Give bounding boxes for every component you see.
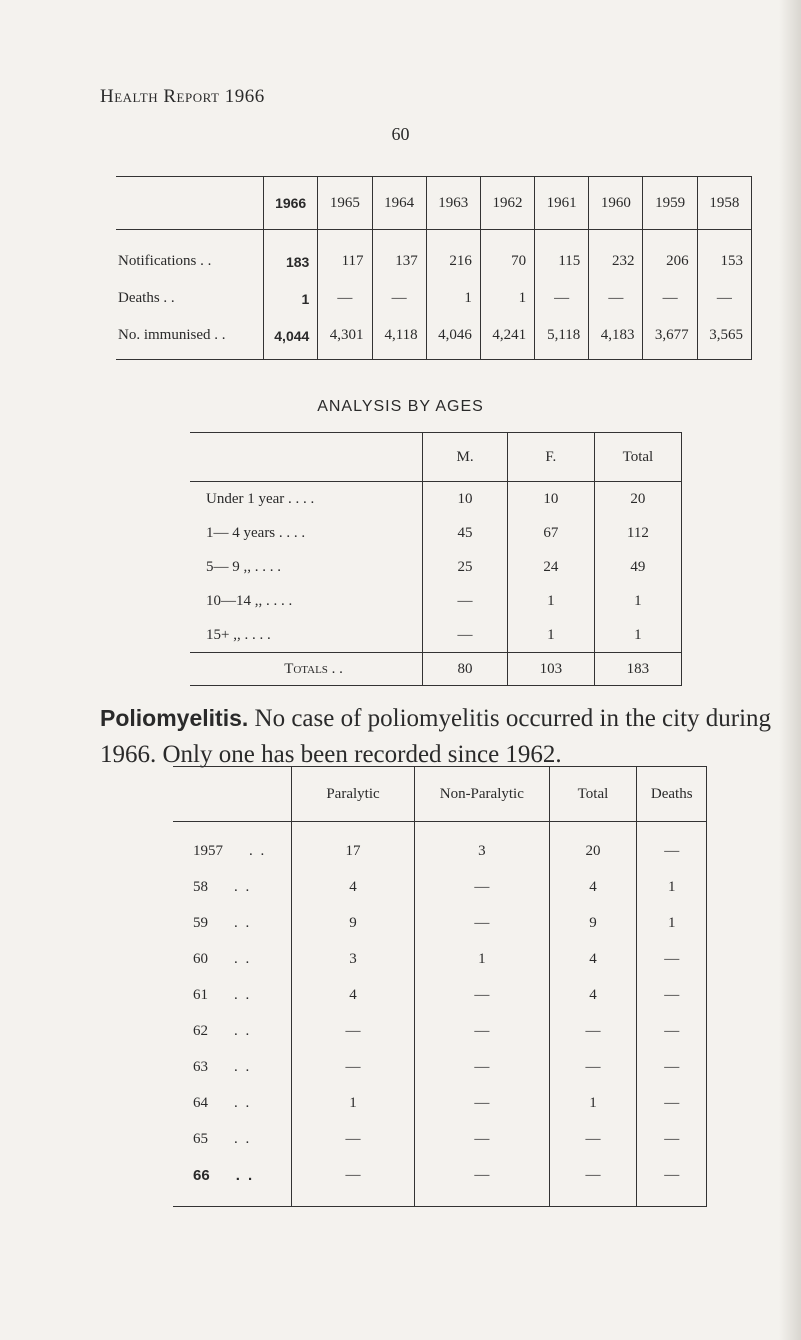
row-year	[173, 1013, 291, 1049]
cell: 1	[507, 584, 594, 618]
cell: —	[549, 1121, 637, 1157]
cell: 4	[291, 977, 414, 1013]
cell: —	[549, 1157, 637, 1207]
table-row	[173, 1121, 707, 1157]
cell: —	[643, 280, 697, 317]
header-male: M.	[423, 433, 508, 482]
cell: —	[549, 1049, 637, 1085]
header-blank	[116, 177, 264, 230]
table-header-row	[173, 767, 707, 822]
totals-label: Totals . .	[190, 653, 423, 686]
cell: —	[589, 280, 643, 317]
cell: —	[415, 1013, 549, 1049]
cell: 1	[480, 280, 534, 317]
header-total: Total	[549, 767, 637, 822]
header-blank	[173, 767, 291, 822]
paragraph-text: No case of poliomyelitis occurred in the city during 1966. Only one has been recorded since 1962.	[100, 705, 772, 768]
year-label: 1957	[193, 842, 223, 859]
header-year: 1966	[264, 177, 318, 230]
cell: 112	[594, 516, 681, 550]
table-row	[173, 905, 707, 941]
leader-dots: . .	[234, 914, 252, 931]
header-female: F.	[507, 433, 594, 482]
header-year: 1959	[643, 177, 697, 230]
cell: —	[415, 1049, 549, 1085]
table-row	[173, 1085, 707, 1121]
cell: —	[697, 280, 751, 317]
year-label: 60	[193, 950, 208, 967]
leader-dots: . .	[249, 842, 267, 859]
cell: 4,044	[264, 317, 318, 360]
cell: 9	[291, 905, 414, 941]
year-label: 66	[193, 1166, 210, 1184]
cell: —	[291, 1157, 414, 1207]
row-label: 1— 4 years . . . .	[206, 524, 306, 541]
totals-row	[190, 653, 682, 686]
running-head: Health Report 1966	[100, 86, 265, 107]
cell: —	[318, 280, 372, 317]
leader-dots: . .	[234, 878, 252, 895]
year-label: 59	[193, 914, 208, 931]
cell: 1	[549, 1085, 637, 1121]
cell: 115	[535, 230, 589, 281]
cell: 4,301	[318, 317, 372, 360]
page-number: 60	[391, 124, 410, 144]
leader-dots: . .	[234, 986, 252, 1003]
table-row	[190, 584, 682, 618]
header-year: 1958	[697, 177, 751, 230]
header-year: 1963	[426, 177, 480, 230]
row-label: 10—14 ,, . . . .	[206, 592, 293, 609]
cell: —	[637, 941, 707, 977]
cell: —	[415, 1085, 549, 1121]
table-row	[173, 822, 707, 870]
table-row	[173, 1157, 707, 1207]
row-year	[173, 1049, 291, 1085]
cell: 4	[291, 869, 414, 905]
table-row	[190, 482, 682, 517]
cell: 4,046	[426, 317, 480, 360]
cell: —	[415, 977, 549, 1013]
cell: 3,677	[643, 317, 697, 360]
row-label: 5— 9 ,, . . . .	[206, 558, 281, 575]
cell: 45	[423, 516, 508, 550]
cell: —	[637, 1049, 707, 1085]
cell: —	[549, 1013, 637, 1049]
cell: 183	[264, 230, 318, 281]
cell: 10	[507, 482, 594, 517]
cell: —	[415, 905, 549, 941]
poliomyelitis-table	[173, 766, 707, 1207]
header-year: 1965	[318, 177, 372, 230]
cell: 49	[594, 550, 681, 584]
cell: 10	[423, 482, 508, 517]
poliomyelitis-paragraph	[100, 700, 800, 773]
cell: 1	[426, 280, 480, 317]
table-row	[190, 618, 682, 653]
table-row	[173, 941, 707, 977]
page-edge-shadow	[779, 0, 801, 1340]
header-year: 1960	[589, 177, 643, 230]
row-label: Notifications . .	[118, 253, 212, 269]
cell: 3	[415, 822, 549, 870]
header-year: 1961	[535, 177, 589, 230]
row-year	[173, 941, 291, 977]
cell: 3,565	[697, 317, 751, 360]
cell: —	[372, 280, 426, 317]
cell: —	[291, 1121, 414, 1157]
header-deaths: Deaths	[637, 767, 707, 822]
cell: —	[415, 1157, 549, 1207]
cell: —	[637, 977, 707, 1013]
row-year	[173, 1085, 291, 1121]
table-row	[173, 1049, 707, 1085]
table-row	[116, 280, 752, 317]
leader-dots: . .	[234, 1094, 252, 1111]
cell: 67	[507, 516, 594, 550]
yearly-summary-table	[116, 176, 752, 360]
header-non-paralytic: Non-Paralytic	[415, 767, 549, 822]
cell: —	[637, 1157, 707, 1207]
cell: 20	[594, 482, 681, 517]
year-label: 65	[193, 1130, 208, 1147]
cell: —	[423, 618, 508, 653]
section-title: ANALYSIS BY AGES	[317, 398, 484, 415]
cell: 183	[594, 653, 681, 686]
cell: 206	[643, 230, 697, 281]
cell: —	[535, 280, 589, 317]
cell: 1	[507, 618, 594, 653]
cell: —	[415, 869, 549, 905]
cell: 25	[423, 550, 508, 584]
cell: 117	[318, 230, 372, 281]
row-label: Deaths . .	[118, 290, 175, 306]
year-label: 64	[193, 1094, 208, 1111]
cell: 103	[507, 653, 594, 686]
cell: 4	[549, 941, 637, 977]
cell: 24	[507, 550, 594, 584]
cell: 216	[426, 230, 480, 281]
cell: 5,118	[535, 317, 589, 360]
year-label: 58	[193, 878, 208, 895]
row-label: No. immunised . .	[116, 317, 264, 360]
cell: 1	[291, 1085, 414, 1121]
year-label: 62	[193, 1022, 208, 1039]
cell: —	[415, 1121, 549, 1157]
leader-dots: . .	[234, 950, 252, 967]
leader-dots: . .	[234, 1130, 252, 1147]
cell: —	[637, 1121, 707, 1157]
age-analysis-table	[190, 432, 682, 686]
cell: 1	[264, 280, 318, 317]
cell: —	[291, 1049, 414, 1085]
cell: 4	[549, 869, 637, 905]
row-year	[173, 1121, 291, 1157]
cell: 1	[415, 941, 549, 977]
paragraph-lead: Poliomyelitis.	[100, 705, 249, 731]
year-label: 63	[193, 1058, 208, 1075]
row-label: 15+ ,, . . . .	[206, 626, 271, 643]
table-header-row	[116, 177, 752, 230]
cell: 70	[480, 230, 534, 281]
cell: —	[637, 1013, 707, 1049]
cell: 137	[372, 230, 426, 281]
header-year: 1962	[480, 177, 534, 230]
row-year	[173, 1157, 291, 1207]
header-paralytic: Paralytic	[291, 767, 414, 822]
cell: 1	[637, 905, 707, 941]
row-year	[173, 905, 291, 941]
table-row	[190, 516, 682, 550]
row-year	[173, 869, 291, 905]
row-label: Under 1 year . . . .	[206, 490, 315, 507]
leader-dots: . .	[235, 1166, 255, 1184]
cell: 17	[291, 822, 414, 870]
header-blank	[190, 433, 423, 482]
cell: 9	[549, 905, 637, 941]
cell: 4,118	[372, 317, 426, 360]
cell: —	[637, 822, 707, 870]
cell: 1	[594, 584, 681, 618]
row-year	[173, 822, 291, 870]
leader-dots: . .	[234, 1058, 252, 1075]
cell: —	[423, 584, 508, 618]
cell: 80	[423, 653, 508, 686]
cell: 3	[291, 941, 414, 977]
cell: 4,241	[480, 317, 534, 360]
table-row	[116, 230, 752, 281]
header-year: 1964	[372, 177, 426, 230]
table-row	[173, 869, 707, 905]
row-year	[173, 977, 291, 1013]
cell: —	[637, 1085, 707, 1121]
table-row	[173, 1013, 707, 1049]
table-row	[190, 550, 682, 584]
table-row	[173, 977, 707, 1013]
cell: 1	[594, 618, 681, 653]
header-total: Total	[594, 433, 681, 482]
table-row	[116, 317, 752, 360]
cell: 4	[549, 977, 637, 1013]
cell: 4,183	[589, 317, 643, 360]
cell: 20	[549, 822, 637, 870]
cell: 1	[637, 869, 707, 905]
leader-dots: . .	[234, 1022, 252, 1039]
cell: 153	[697, 230, 751, 281]
cell: —	[291, 1013, 414, 1049]
table-header-row	[190, 433, 682, 482]
year-label: 61	[193, 986, 208, 1003]
cell: 232	[589, 230, 643, 281]
